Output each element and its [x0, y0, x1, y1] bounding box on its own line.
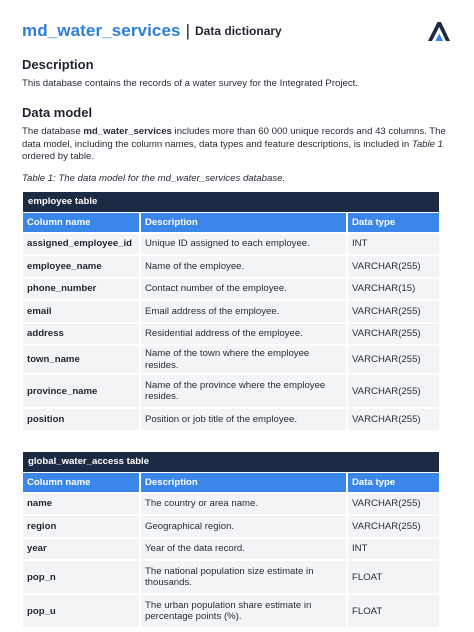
table-row: [23, 299, 439, 322]
cell-description: The urban population share estimate in percentage points (%).: [139, 593, 346, 627]
cell-description: Email address of the employee.: [139, 299, 346, 322]
cell-column-name: phone_number: [23, 277, 139, 300]
cell-column-name: email: [23, 299, 139, 322]
data-model-text-part: includes more than 60 000 unique records and 43 columns. The data model, including the column names, data types and feature descriptions, is included in: [22, 126, 446, 150]
cell-data-type: VARCHAR(255): [346, 299, 439, 322]
cell-description: Position or job title of the employee.: [139, 407, 346, 430]
global-water-access-table: [23, 452, 439, 628]
cell-data-type: INT: [346, 537, 439, 560]
cell-column-name: pop_u: [23, 593, 139, 627]
database-name: md_water_services: [83, 126, 172, 138]
column-header-name: Column name: [23, 212, 139, 232]
table-row: [23, 407, 439, 430]
cell-data-type: INT: [346, 232, 439, 255]
table-row: [23, 559, 439, 593]
cell-column-name: year: [23, 537, 139, 560]
document-title: md_water_services: [22, 21, 181, 40]
cell-data-type: FLOAT: [346, 559, 439, 593]
cell-column-name: region: [23, 514, 139, 537]
cell-data-type: FLOAT: [346, 593, 439, 627]
description-heading: Description: [22, 57, 94, 72]
document-subtitle: Data dictionary: [195, 24, 282, 38]
cell-description: The national population size estimate in thousands.: [139, 559, 346, 593]
cell-column-name: address: [23, 322, 139, 345]
cell-data-type: VARCHAR(255): [346, 373, 439, 407]
cell-description: Geographical region.: [139, 514, 346, 537]
explore-ai-logo-icon: [426, 19, 452, 43]
cell-description: Name of the town where the employee resides.: [139, 344, 346, 373]
data-model-heading: Data model: [22, 105, 93, 121]
cell-column-name: pop_n: [23, 559, 139, 593]
table-title: employee table: [23, 192, 439, 212]
cell-column-name: assigned_employee_id: [23, 232, 139, 255]
cell-description: Name of the employee.: [139, 254, 346, 277]
employee-table: [23, 192, 439, 430]
cell-description: Unique ID assigned to each employee.: [139, 232, 346, 255]
data-model-text-part: ordered by table.: [22, 151, 94, 163]
column-header-description: Description: [139, 212, 346, 232]
cell-data-type: VARCHAR(255): [346, 492, 439, 515]
cell-description: The country or area name.: [139, 492, 346, 515]
cell-data-type: VARCHAR(255): [346, 254, 439, 277]
table-reference: Table 1: [411, 138, 443, 150]
table-row: [23, 492, 439, 515]
cell-column-name: name: [23, 492, 139, 515]
cell-data-type: VARCHAR(255): [346, 322, 439, 345]
column-header-type: Data type: [346, 212, 439, 232]
document-header: [22, 18, 452, 44]
table-row: [23, 514, 439, 537]
cell-column-name: position: [23, 407, 139, 430]
table-title: global_water_access table: [23, 452, 439, 472]
cell-data-type: VARCHAR(255): [346, 514, 439, 537]
column-header-description: Description: [139, 472, 346, 492]
cell-description: Name of the province where the employee resides.: [139, 373, 346, 407]
table-row: [23, 344, 439, 373]
cell-data-type: VARCHAR(255): [346, 344, 439, 373]
cell-column-name: province_name: [23, 373, 139, 407]
table-row: [23, 232, 439, 255]
table-row: [23, 373, 439, 407]
description-text: This database contains the records of a water survey for the Integrated Project.: [22, 78, 358, 89]
title-separator: |: [185, 21, 191, 40]
cell-column-name: employee_name: [23, 254, 139, 277]
data-model-text: [22, 126, 452, 163]
table-row: [23, 537, 439, 560]
table-row: [23, 322, 439, 345]
cell-data-type: VARCHAR(15): [346, 277, 439, 300]
table-row: [23, 593, 439, 627]
table-row: [23, 277, 439, 300]
cell-column-name: town_name: [23, 344, 139, 373]
cell-description: Contact number of the employee.: [139, 277, 346, 300]
data-model-text-part: The database: [22, 126, 84, 138]
table-caption: Table 1: The data model for the md_water_services database.: [22, 172, 286, 184]
table-row: [23, 254, 439, 277]
column-header-name: Column name: [23, 472, 139, 492]
cell-description: Year of the data record.: [139, 537, 346, 560]
column-header-type: Data type: [346, 472, 439, 492]
cell-data-type: VARCHAR(255): [346, 407, 439, 430]
cell-description: Residential address of the employee.: [139, 322, 346, 345]
